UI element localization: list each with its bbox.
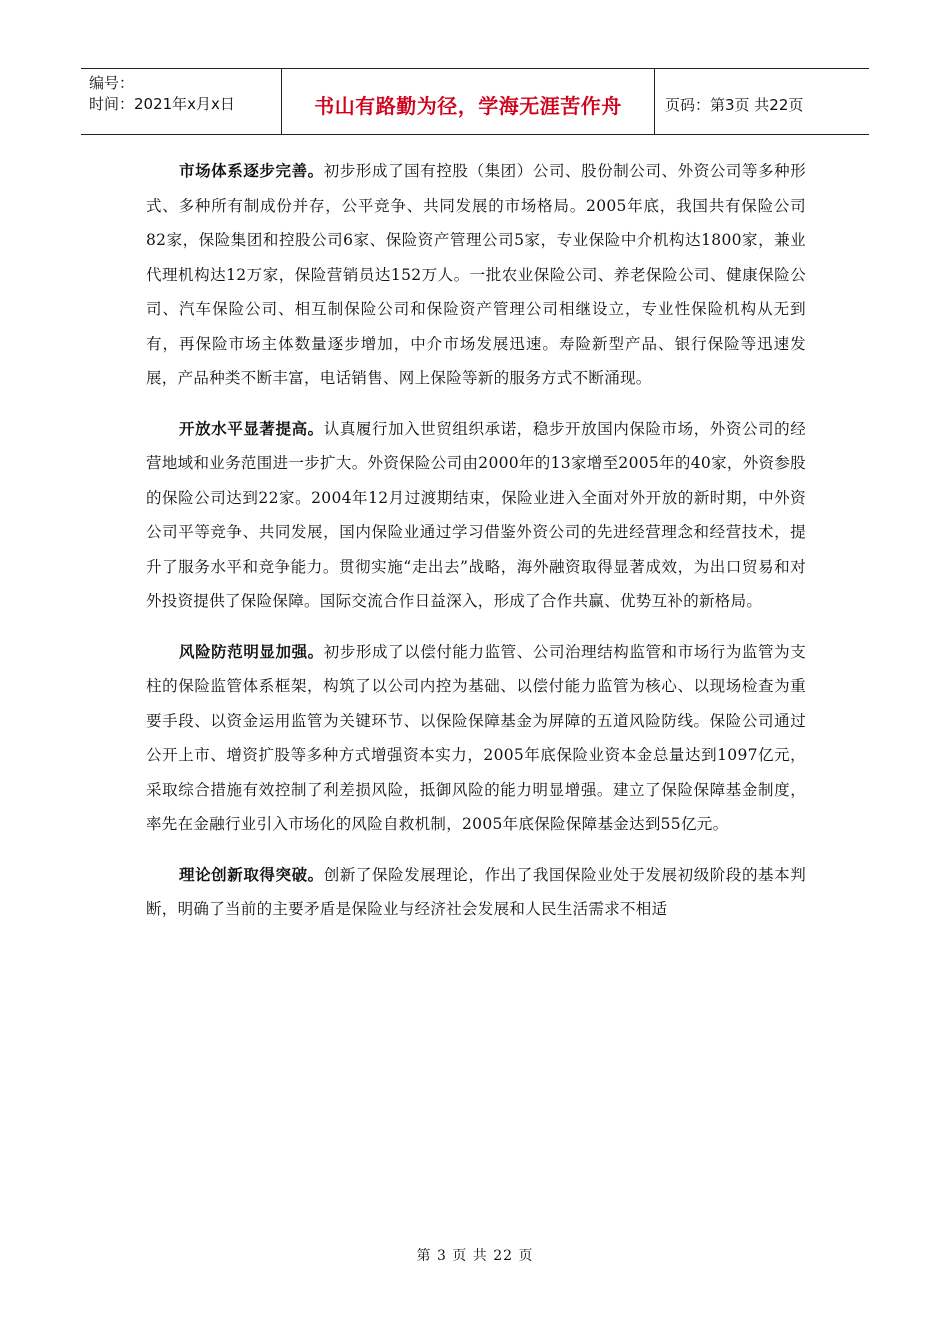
header-motto: 书山有路勤为径，学海无涯苦作舟 — [282, 69, 655, 134]
header-page-code: 页码：第3页 共22页 — [665, 96, 804, 114]
paragraph-lead: 开放水平显著提高。 — [179, 419, 324, 438]
page-footer: 第 3 页 共 22 页 — [416, 1248, 534, 1264]
paragraph-text: 认真履行加入世贸组织承诺，稳步开放国内保险市场，外资公司的经营地域和业务范围进一步扩大。外资保险公司由2000年的13家增至2005年的40家，外资参股的保险公司达到22家。2004年12月过渡期结束，保险业进入全面对外开放的新时期，中外资公司平等竞争、共同发展，国内保险业通过学习借鉴外资公司的先进经营理念和经营技术，提升了服务水平和竞争能力。贯彻实施“走出去”战略，海外融资取得显著成效，为出口贸易和对外投资提供了保险保障。国际交流合作日益深入，形成了合作共赢、优势互补的新格局。 — [146, 419, 806, 610]
page-header — [81, 68, 869, 135]
document-body — [146, 154, 806, 927]
paragraph-lead: 市场体系逐步完善。 — [179, 162, 324, 180]
paragraph-theory-innovation — [146, 858, 806, 927]
paragraph-lead: 理论创新取得突破。 — [179, 865, 324, 884]
paragraph-text: 初步形成了以偿付能力监管、公司治理结构监管和市场行为监管为支柱的保险监管体系框架，构筑了以公司内控为基础、以偿付能力监管为核心、以现场检查为重要手段、以资金运用监管为关键环节、以保险保障基金为屏障的五道风险防线。保险公司通过公开上市、增资扩股等多种方式增强资本实力，2005年底保险业资本金总量达到1097亿元，采取综合措施有效控制了利差损风险，抵御风险的能力明显增强。建立了保险保障基金制度，率先在金融行业引入市场化的风险自救机制，2005年底保险保障基金达到55亿元。 — [146, 642, 806, 833]
document-number-label: 编号： — [89, 74, 135, 92]
paragraph-openness — [146, 412, 806, 619]
paragraph-risk-prevention — [146, 635, 806, 842]
paragraph-market-system — [146, 154, 806, 396]
paragraph-text: 创新了保险发展理论，作出了我国保险业处于发展初级阶段的基本判断，明确了当前的主要矛盾是保险业与经济社会发展和人民生活需求不相适 — [146, 865, 806, 918]
paragraph-lead: 风险防范明显加强。 — [179, 642, 324, 661]
header-meta — [81, 69, 282, 134]
document-date: 时间：2021年x月x日 — [89, 95, 235, 113]
paragraph-text: 初步形成了国有控股（集团）公司、股份制公司、外资公司等多种形式、多种所有制成份并存，公平竞争、共同发展的市场格局。2005年底，我国共有保险公司82家，保险集团和控股公司6家、保险资产管理公司5家，专业保险中介机构达1800家，兼业代理机构达12万家，保险营销员达152万人。一批农业保险公司、养老保险公司、健康保险公司、汽车保险公司、相互制保险公司和保险资产管理公司相继设立，专业性保险机构从无到有，再保险市场主体数量逐步增加，中介市场发展迅速。寿险新型产品、银行保险等迅速发展，产品种类不断丰富，电话销售、网上保险等新的服务方式不断涌现。 — [146, 162, 806, 387]
